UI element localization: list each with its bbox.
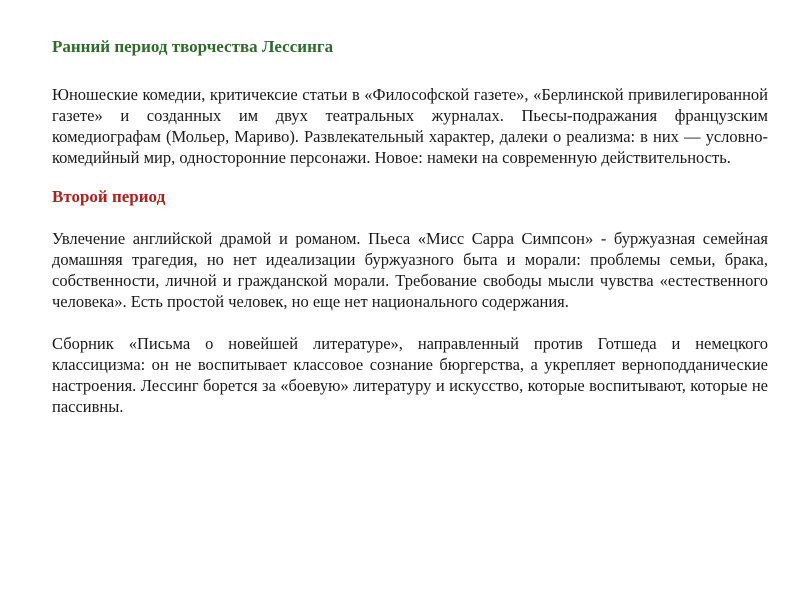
slide-content [52, 36, 768, 417]
paragraph-second-period-letters: Сборник «Письма о новейшей литературе», направленный против Готшеда и немецкого классицизма: он не воспитывает классовое сознание бюргерства, а укрепляет верноподданические настроения. Лессинг борется за «боевую» литературу и искусство, которые воспитывают, которые не пассивны. [52, 334, 768, 416]
section-heading-second-period: Второй период [52, 187, 166, 206]
paragraph-second-period-drama: Увлечение английской драмой и романом. Пьеса «Мисс Сарра Симпсон» - буржуазная семейная домашняя трагедия, но нет идеализации буржуазного быта и морали: проблемы семьи, брака, собственности, личной и гражданской морали. Требование свободы мысли чувства «естественного человека». Есть простой человек, но еще нет национального содержания. [52, 229, 768, 311]
section-heading-early-period: Ранний период творчества Лессинга [52, 37, 334, 56]
paragraph-early-period: Юношеские комедии, критичексие статьи в «Философской газете», «Берлинской привилегированной газете» и созданных им двух театральных журналах. Пьесы-подражания французским комедиографам (Мольер, Мариво). Развлекательный характер, далеки о реализма: в них — условно-комедийный мир, односторонние персонажи. Новое: намеки на современную действительность. [52, 85, 768, 167]
